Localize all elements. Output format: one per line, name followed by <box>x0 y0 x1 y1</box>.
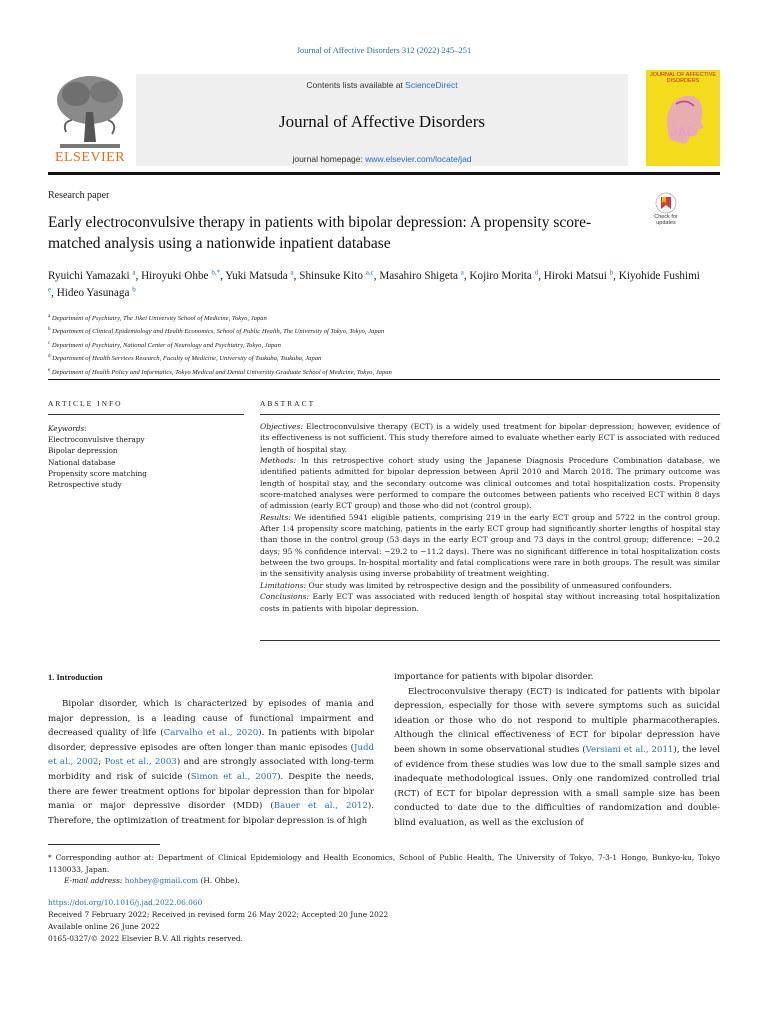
abstract-section-text: Our study was limited by retrospective design and the possibility of unmeasured confounders. <box>308 580 672 590</box>
abstract-section <box>260 591 720 614</box>
abstract-section <box>260 580 720 591</box>
affiliation-key: b <box>48 327 51 333</box>
keywords-block <box>48 423 244 490</box>
citation-link[interactable]: Carvalho et al., 2020 <box>163 728 259 739</box>
cover-abbrev: JAD <box>669 124 696 139</box>
abstract-section <box>260 512 720 580</box>
body-text: ). In patients with bipolar disorder, depressive episodes are often longer than manic episodes ( <box>48 728 375 753</box>
abstract-section-label: Conclusions: <box>260 592 310 602</box>
journal-cover-image[interactable] <box>646 70 720 166</box>
abstract-section-label: Limitations: <box>260 580 307 590</box>
author-name: Yuki Matsuda <box>225 270 288 282</box>
body-text: ; <box>98 757 105 768</box>
citation-link[interactable]: Post et al., 2003 <box>104 757 177 768</box>
affiliation <box>48 351 708 364</box>
author-list: Ryuichi Yamazaki $^a$, Hiroyuki Ohbe $^{b,*}$, Yuki Matsuda $^a$, Shinsuke Kito $^{a,c}$, Masahiro Shigeta $^a$, Kojiro Morita $^d$, Hiroki Matsui $^b$, Kiyohide Fushimi $^e$, Hideo Yasunaga $^b$ <box>48 268 700 299</box>
contents-prefix: Contents lists available at <box>306 80 406 90</box>
body-column-right <box>394 670 720 831</box>
affiliation <box>48 338 708 351</box>
header-divider <box>48 172 720 175</box>
journal-masthead <box>48 70 628 170</box>
abstract-section-text: Early ECT was associated with reduced length of hospital stay without increasing total hospitalization costs in patients with bipolar depression. <box>260 592 720 613</box>
article-info-divider <box>48 414 244 415</box>
abstract-end-divider <box>260 640 720 641</box>
abstract-heading: ABSTRACT <box>260 399 316 408</box>
corresponding-author-footnote: * Corresponding author at: Department of Clinical Epidemiology and Health Economics, School of Public Health, The University of Tokyo, 7-3-1 Hongo, Bunkyo-ku, Tokyo 1130033, Japan. <box>48 853 720 874</box>
affiliation-key: a <box>48 314 51 319</box>
abstract-section-label: Methods: <box>260 456 297 466</box>
email-link[interactable]: hohbey@gmail.com <box>124 876 199 885</box>
body-text: Electroconvulsive therapy (ECT) is indicated for patients with bipolar depression, especially for those with severe symptoms such as suicidal ideation or those who do not respond to multiple pharmacotherapies. Although the clinical effectiveness of ECT for bipolar depression have been shown in some observational studies ( <box>394 686 720 755</box>
body-text: Bipolar disorder, which is characterized by episodes of mania and major depression, is a leading cause of functional impairment and decreased quality of life ( <box>48 699 374 739</box>
abstract-divider <box>260 414 720 415</box>
affiliation <box>48 324 708 337</box>
journal-title: Journal of Affective Disorders <box>279 112 485 131</box>
citation-link[interactable]: Simon et al., 2007 <box>190 771 278 782</box>
author-affiliation-ref[interactable]: a,c <box>365 268 374 277</box>
elsevier-wordmark: ELSEVIER <box>54 150 126 165</box>
sciencedirect-link[interactable]: ScienceDirect <box>405 80 458 90</box>
body-text: ). Despite the needs, there are fewer treatment options for bipolar depression than for bipolar mania or major depressive disorder (MDD) ( <box>48 771 374 812</box>
body-text: ). Therefore, the optimization of treatment for bipolar depression is of high <box>48 801 375 826</box>
email-label: E-mail address: <box>64 876 123 885</box>
affiliation-text: Department of Health Services Research, Faculty of Medicine, University of Tsukuba, Tsukuba, Japan <box>52 355 322 363</box>
author-affiliation-ref[interactable]: d <box>534 268 539 277</box>
article-title: Early electroconvulsive therapy in patients with bipolar depression: A propensity score-matched analysis using a nationwide inpatient database <box>48 214 592 252</box>
author-affiliation-ref[interactable]: a <box>290 268 294 277</box>
citation-link[interactable]: Judd et al., 2002 <box>48 742 374 768</box>
affiliation-text: Department of Health Policy and Informatics, Tokyo Medical and Dental University Graduate School of Medicine, Tokyo, Japan <box>51 368 392 376</box>
keyword-item: Bipolar depression <box>48 446 118 456</box>
abstract-section-text: We identified 5941 eligible patients, comprising 219 in the early ECT group and 5722 in the control group. After 1:4 propensity score matching, patients in the early ECT group had significantly shorter lengths of hospital stay than those in the control group (53 days in the early ECT group and 73 days in the control group; difference: −20.2 days; 95 % confidence interval: −29.2 to −11.2 days). There was no significant difference in total hospitalization costs between the two groups. In-hospital mortality and fatal complications were rare in both groups. The result was similar in the sensitivity analysis using inverse probability of treatment weighting. <box>260 512 720 579</box>
author-name: Hiroki Matsui <box>543 270 607 282</box>
check-updates-icon <box>655 192 677 214</box>
masthead-band <box>136 74 628 166</box>
online-date: Available online 26 June 2022 <box>48 922 160 931</box>
affiliation-key: c <box>48 340 51 346</box>
article-type: Research paper <box>48 190 110 201</box>
intro-paragraph-1 <box>48 697 374 828</box>
contents-line <box>136 80 628 90</box>
author-name: Ryuichi Yamazaki <box>48 270 130 282</box>
section-heading-introduction: 1. Introduction <box>48 672 103 682</box>
doi-link[interactable]: https://doi.org/10.1016/j.jad.2022.06.060 <box>48 898 203 907</box>
affiliation <box>48 311 708 324</box>
author-name: Kiyohide Fushimi <box>618 270 700 282</box>
intro-paragraph-1-continued: importance for patients with bipolar disorder. <box>394 672 594 682</box>
abstract-section-label: Results: <box>260 512 291 522</box>
email-line <box>64 876 240 885</box>
elsevier-tree-icon <box>52 72 128 150</box>
abstract-body <box>260 421 720 614</box>
affiliation-list <box>48 311 708 378</box>
article-info-heading: ARTICLE INFO <box>48 399 123 408</box>
affiliation-text: Department of Psychiatry, National Center of Neurology and Psychiatry, Tokyo, Japan <box>51 341 281 349</box>
keyword-item: National database <box>48 457 116 467</box>
affiliation-text: Department of Psychiatry, The Jikei University School of Medicine, Tokyo, Japan <box>51 315 267 323</box>
intro-paragraph-2 <box>394 685 720 831</box>
keywords-list <box>48 434 244 490</box>
footnote-divider <box>48 844 160 845</box>
affiliation-key: e <box>48 367 51 373</box>
citation-link[interactable]: Versiani et al., 2011 <box>585 744 674 755</box>
author-affiliation-ref[interactable]: a <box>460 268 464 277</box>
homepage-prefix: journal homepage: <box>292 154 366 164</box>
author-name: Masahiro Shigeta <box>379 270 458 282</box>
citation-link[interactable]: Bauer et al., 2012 <box>273 801 368 812</box>
abstract-section-text: Electroconvulsive therapy (ECT) is a widely used treatment for bipolar depression; however, evidence of its effectiveness is not sufficient. This study therefore aimed to evaluate whether early ECT is associated with reduced length of hospital stay. <box>260 422 720 454</box>
keyword-item: Propensity score matching <box>48 468 147 478</box>
author-name: Shinsuke Kito <box>299 270 363 282</box>
check-for-updates-button[interactable] <box>646 192 686 232</box>
author-affiliation-ref[interactable]: b,* <box>211 268 221 277</box>
title-divider <box>48 379 720 380</box>
author-affiliation-ref[interactable]: b <box>609 268 614 277</box>
author-name: Hideo Yasunaga <box>56 287 130 299</box>
author-affiliation-ref[interactable]: e <box>48 285 52 294</box>
author-name: Hiroyuki Ohbe <box>141 270 209 282</box>
keyword-item: Retrospective study <box>48 480 122 490</box>
journal-reference-link[interactable]: Journal of Affective Disorders 312 (2022) 245–251 <box>296 45 472 55</box>
abstract-section-text: In this retrospective cohort study using the Japanese Diagnosis Procedure Combination database, we identified patients admitted for bipolar depression between April 2010 and March 2018. The primary outcome was length of hospital stay, and the secondary outcome was clinical outcomes and total hospitalization costs. Propensity score-matched analyses were performed to compare the outcomes between patients who received ECT within 8 days of admission (early ECT group) and those who did not (control group). <box>260 456 720 511</box>
keyword-item: Electroconvulsive therapy <box>48 435 145 445</box>
abstract-section <box>260 455 720 512</box>
author-name: Kojiro Morita <box>469 270 532 282</box>
affiliation-key: d <box>48 354 51 360</box>
author-affiliation-ref[interactable]: b <box>132 285 136 294</box>
homepage-line <box>136 154 628 164</box>
check-updates-label: Check for updates <box>654 214 678 226</box>
email-suffix: (H. Ohbe). <box>198 876 240 885</box>
keywords-label: Keywords: <box>48 424 87 433</box>
copyright-line: 0165-0327/© 2022 Elsevier B.V. All rights reserved. <box>48 934 243 943</box>
abstract-section-label: Objectives: <box>260 422 303 431</box>
affiliation <box>48 365 708 378</box>
journal-homepage-link[interactable]: www.elsevier.com/locate/jad <box>365 154 472 164</box>
received-dates: Received 7 February 2022; Received in revised form 26 May 2022; Accepted 20 June 2022 <box>48 910 389 919</box>
body-text: ), the level of evidence from these studies was low due to the small sample sizes and inadequate methodological issues. Only one randomized controlled trial (RCT) of ECT for bipolar depression with a small sample size has been conducted to date due to the difficulties of randomization and double-blind evaluation, as well as the exclusion of <box>394 744 720 828</box>
elsevier-logo[interactable] <box>48 70 132 170</box>
cover-title: JOURNAL OF AFFECTIVE DISORDERS <box>649 72 717 84</box>
abstract-section <box>260 421 720 455</box>
body-text: ) and are strongly associated with long-term morbidity and risk of suicide ( <box>48 757 374 782</box>
body-column-left <box>48 697 374 828</box>
author-affiliation-ref[interactable]: a <box>132 268 136 277</box>
affiliation-text: Department of Clinical Epidemiology and Health Economics, School of Public Health, The University of Tokyo, Tokyo, Japan <box>52 328 385 336</box>
